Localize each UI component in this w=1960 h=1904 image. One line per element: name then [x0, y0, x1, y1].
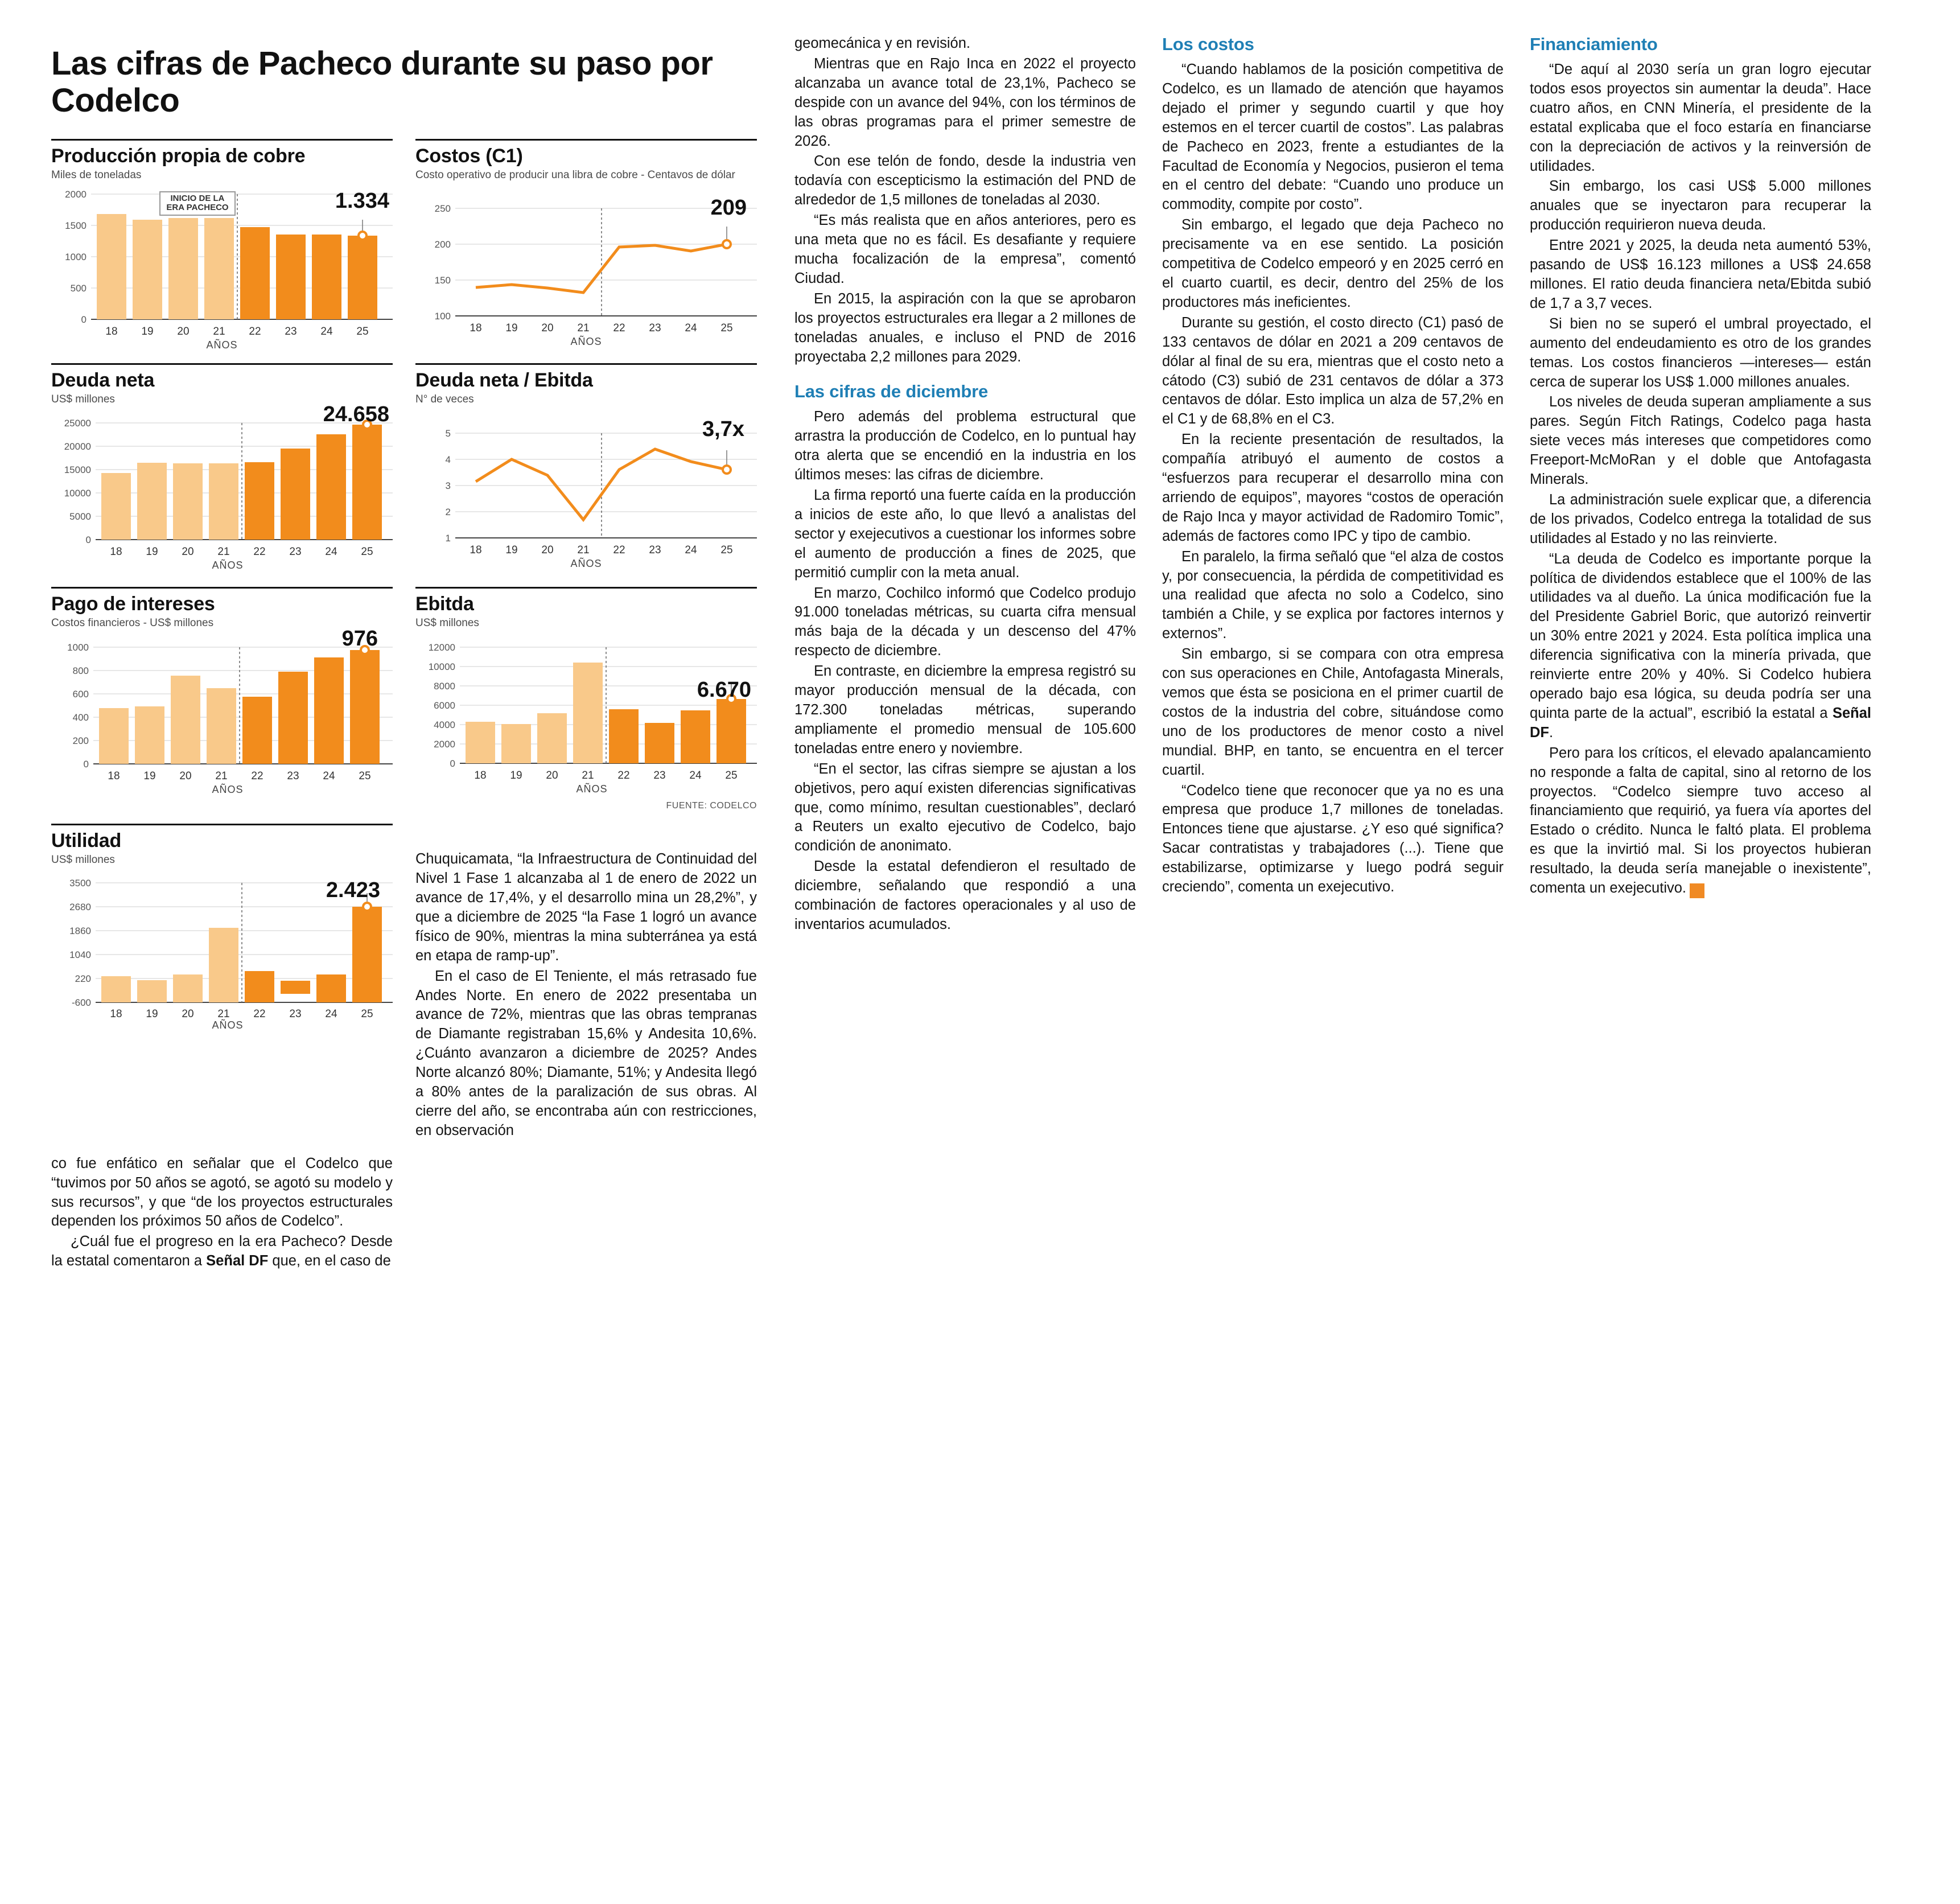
svg-text:24: 24 — [325, 546, 337, 558]
svg-text:220: 220 — [75, 973, 91, 984]
chart-produccion-era-tag: INICIO DE LA ERA PACHECO — [159, 191, 236, 216]
col5-p7-c: . — [1549, 724, 1554, 741]
svg-text:25: 25 — [720, 322, 733, 334]
chart-deuda-callout: 24.658 — [323, 402, 389, 427]
svg-text:19: 19 — [146, 546, 158, 558]
svg-text:23: 23 — [649, 544, 661, 557]
chart-ebitda-plot — [415, 634, 757, 799]
svg-text:8000: 8000 — [434, 681, 455, 692]
col5-paragraph-5: Los niveles de deuda superan ampliamente a sus pares. Según Fitch Ratings, Codelco paga hasta siete veces más intereses que competidores como Freeport-McMoRan y el doble que Antofagasta Minerals. — [1530, 394, 1871, 488]
chart-produccion — [51, 139, 393, 351]
lower-left-text — [51, 1154, 768, 1272]
svg-text:25: 25 — [725, 770, 738, 782]
lower-left-p2-a: ¿Cuál fue el progreso en la era Pacheco? Desde la estatal comentaron a — [51, 1233, 393, 1269]
lower-mid-paragraph-2: En el caso de El Teniente, el más retrasado fue Andes Norte. En enero de 2022 presentaba un avance de 72%, mientras que las obras tempranas de Diamante registraban 15,6% y Andesita 10,6%. ¿Cuánto avanzaron a diciembre de 2025? Andes Norte alcanzó 80%; Diamante, 51%; y Andesita llegó a 80% antes de la paralización de sus obras. Al cierre del año, se encontraba aún con restricciones, en observación — [415, 968, 757, 1138]
svg-text:AÑOS: AÑOS — [212, 784, 244, 796]
svg-text:10000: 10000 — [64, 488, 91, 499]
chart-deuda-subtitle: US$ millones — [51, 393, 115, 405]
chart-deuda-ebitda-plot — [415, 409, 757, 574]
chart-deuda-ebitda — [415, 363, 757, 575]
chart-source-note: FUENTE: CODELCO — [666, 801, 757, 811]
svg-text:23: 23 — [289, 1007, 302, 1020]
text-column-4 — [1162, 34, 1504, 898]
chart-utilidad-title: Utilidad — [51, 824, 393, 852]
chart-intereses — [51, 587, 393, 811]
svg-text:12000: 12000 — [428, 642, 455, 653]
svg-text:25: 25 — [361, 1007, 373, 1020]
svg-text:18: 18 — [110, 546, 122, 558]
svg-text:200: 200 — [72, 735, 89, 747]
svg-text:25: 25 — [361, 546, 373, 558]
svg-text:1000: 1000 — [67, 642, 89, 653]
svg-text:1: 1 — [445, 533, 451, 544]
svg-text:22: 22 — [253, 1007, 266, 1020]
svg-text:AÑOS: AÑOS — [576, 783, 608, 795]
svg-text:18: 18 — [105, 325, 118, 338]
svg-text:25: 25 — [359, 770, 371, 783]
col4-section-heading: Los costos — [1162, 34, 1254, 54]
svg-text:AÑOS: AÑOS — [570, 335, 602, 347]
svg-text:3: 3 — [445, 480, 451, 492]
svg-text:21: 21 — [577, 322, 590, 334]
svg-text:5000: 5000 — [69, 511, 91, 523]
svg-text:500: 500 — [70, 282, 87, 294]
svg-text:22: 22 — [249, 325, 261, 338]
svg-text:19: 19 — [141, 325, 154, 338]
chart-deuda-ebitda-subtitle: N° de veces — [415, 393, 474, 405]
svg-text:19: 19 — [143, 770, 156, 783]
svg-text:1000: 1000 — [65, 251, 87, 262]
svg-text:400: 400 — [72, 712, 89, 723]
chart-costos-plot — [415, 186, 757, 351]
chart-ebitda — [415, 587, 757, 811]
col3-paragraph-0: geomecánica y en revisión. — [794, 35, 971, 51]
chart-produccion-callout: 1.334 — [335, 188, 389, 213]
chart-deuda-ebitda-callout: 3,7x — [702, 417, 744, 442]
col4-paragraph-4: En la reciente presentación de resultados, la compañía atribuyó el aumento de costos a “esfuerzos para recuperar el desarrollo mina con arriendo de equipos”, mayores “costos de operación de Rajo Inca y mayor actividad de Radomiro Tomic”, además de factores como IPC y tipo de cambio. — [1162, 431, 1504, 544]
col5-paragraph-6: La administración suele explicar que, a diferencia de los privados, Codelco entrega la totalidad de sus utilidades al Estado y no las reinvierte. — [1530, 491, 1871, 546]
svg-text:1860: 1860 — [69, 925, 91, 936]
chart-row-1 — [51, 139, 768, 351]
chart-deuda-ebitda-title: Deuda neta / Ebitda — [415, 363, 757, 392]
svg-text:2680: 2680 — [69, 901, 91, 912]
infographic-column — [51, 34, 768, 1272]
svg-text:24: 24 — [323, 770, 335, 783]
text-column-3 — [794, 34, 1136, 936]
svg-text:2: 2 — [445, 507, 451, 518]
col5-paragraph-3: Entre 2021 y 2025, la deuda neta aumentó 53%, pasando de US$ 16.123 millones a US$ 24.658 millones. El ratio deuda financiera neta/Ebitda subió de 1,7 a 3,7 veces. — [1530, 237, 1871, 311]
svg-text:18: 18 — [108, 770, 120, 783]
lower-middle-text — [415, 824, 757, 1142]
lower-left-paragraph-1: co fue enfático en señalar que el Codelco que “tuvimos por 50 años se agotó, se agotó su modelo y sus recursos”, y que “de los proyectos estructurales dependen los próximos 50 años de Codelco”. — [51, 1155, 393, 1229]
svg-text:19: 19 — [505, 322, 518, 334]
svg-text:18: 18 — [470, 322, 482, 334]
svg-text:22: 22 — [617, 770, 630, 782]
chart-deuda-title: Deuda neta — [51, 363, 393, 392]
svg-text:22: 22 — [251, 770, 263, 783]
svg-text:200: 200 — [434, 238, 451, 250]
svg-text:24: 24 — [689, 770, 702, 782]
col4-paragraph-6: Sin embargo, si se compara con otra empresa con sus operaciones en Chile, Antofagasta Minerals, vemos que ésta se posiciona en el primer cuartil de costos de la industria del cobre, situándose como uno de los productores de menor costo a nivel mundial. BHP, en tanto, se encuentra en el tercer cuartil. — [1162, 646, 1504, 778]
svg-text:AÑOS: AÑOS — [206, 339, 238, 351]
chart-ebitda-callout: 6.670 — [697, 678, 751, 702]
svg-text:18: 18 — [474, 770, 487, 782]
svg-text:21: 21 — [217, 1007, 230, 1020]
svg-text:AÑOS: AÑOS — [212, 1019, 244, 1030]
svg-text:20: 20 — [182, 1007, 194, 1020]
svg-text:23: 23 — [649, 322, 661, 334]
col5-paragraph-4: Si bien no se superó el umbral proyectado, el aumento del endeudamiento es otro de los grandes temas. Los costos financieros —intereses— están cerca de superar los US$ 1.000 millones anuales. — [1530, 315, 1871, 390]
col3-paragraph-6: La firma reportó una fuerte caída en la producción a inicios de este año, lo que llevó a analistas del sector y exejecutivos a cuestionar los informes sobre el aumento de producción a fines de 2025, que permitió cumplir con la meta anual. — [794, 487, 1136, 581]
svg-text:1500: 1500 — [65, 220, 87, 231]
col3-paragraph-7: En marzo, Cochilco informó que Codelco produjo 91.000 toneladas métricas, su cuarta cifra mensual más baja de la década y un descenso del 47% respecto de diciembre. — [794, 585, 1136, 659]
svg-text:19: 19 — [510, 770, 522, 782]
svg-text:3500: 3500 — [69, 877, 91, 889]
svg-text:20: 20 — [179, 770, 192, 783]
svg-text:24: 24 — [325, 1007, 337, 1020]
svg-text:24: 24 — [320, 325, 333, 338]
svg-text:20: 20 — [541, 544, 554, 557]
col3-paragraph-1: Mientras que en Rajo Inca en 2022 el proyecto alcanzaba un avance total de 23,1%, Pacheco se despide con un avance del 94%, con los términos de las obras programas para el primer semestre de 2026. — [794, 55, 1136, 149]
lower-mid-paragraph-1: Chuquicamata, “la Infraestructura de Continuidad del Nivel 1 Fase 1 alcanzaba al 1 de enero de 2022 un avance de 17,4%, y el desarrollo mina un 28,2%”, y que a diciembre de 2025 “la Fase 1 logró un avance físico de 90%, mientras la mina subterránea ya está en etapa de ramp-up”. — [415, 851, 757, 964]
col5-paragraph-1: “De aquí al 2030 sería un gran logro ejecutar todos esos proyectos sin aumentar la deuda”. Hace cuatro años, en CNN Minería, el presidente de la estatal explicaba que el foco estaría en financiarse con la depreciación de activos y la reinversión de utilidades. — [1530, 61, 1871, 174]
svg-text:20: 20 — [182, 546, 194, 558]
svg-text:6000: 6000 — [434, 700, 455, 712]
svg-text:21: 21 — [217, 546, 230, 558]
chart-intereses-callout: 976 — [341, 627, 378, 651]
svg-text:AÑOS: AÑOS — [212, 560, 244, 571]
chart-intereses-subtitle: Costos financieros - US$ millones — [51, 617, 214, 630]
col3-paragraph-2: Con ese telón de fondo, desde la industria ven todavía con escepticismo la estimación del PND de alrededor de 1,5 millones de toneladas al 2030. — [794, 153, 1136, 208]
svg-text:21: 21 — [582, 770, 594, 782]
chart-produccion-subtitle: Miles de toneladas — [51, 168, 142, 181]
svg-text:15000: 15000 — [64, 464, 91, 476]
chart-costos — [415, 139, 757, 351]
chart-utilidad — [51, 824, 393, 1142]
text-column-5 — [1530, 34, 1871, 899]
svg-text:18: 18 — [110, 1007, 122, 1020]
svg-text:0: 0 — [81, 314, 87, 325]
chart-produccion-title: Producción propia de cobre — [51, 139, 393, 167]
svg-text:1040: 1040 — [69, 949, 91, 960]
col5-p7-a: “La deuda de Codelco es importante porque la política de dividendos establece que el 100% de las utilidades va al dueño. La única modificación fue la del Presidente Gabriel Boric, que autorizó reinvertir un 30% entre 2021 y 2024. Esta política implica una diferencia significativa con la minería privada, que reinvierte entre 20% y 40%. Si Codelco hubiera operado bajo esa lógica, su deuda podría ser una quinta parte de la actual”, escribió la estatal a — [1530, 550, 1871, 721]
svg-text:19: 19 — [505, 544, 518, 557]
signal-df-logo-icon: S — [1690, 883, 1704, 898]
svg-text:100: 100 — [434, 310, 451, 322]
svg-text:23: 23 — [287, 770, 299, 783]
svg-text:20: 20 — [177, 325, 190, 338]
col4-paragraph-2: Sin embargo, el legado que deja Pacheco no precisamente va en ese sentido. La posición competitiva de Codelco empeoró y en 2025 cerró en el cuarto cuartil, es decir, dentro del 25% de los productores más ineficientes. — [1162, 217, 1504, 310]
chart-utilidad-callout: 2.423 — [326, 878, 380, 902]
svg-text:4000: 4000 — [434, 719, 455, 731]
svg-text:20000: 20000 — [64, 441, 91, 453]
svg-text:19: 19 — [146, 1007, 158, 1020]
svg-text:18: 18 — [470, 544, 482, 557]
svg-text:25: 25 — [356, 325, 369, 338]
chart-row-4 — [51, 824, 768, 1142]
svg-text:150: 150 — [434, 274, 451, 286]
svg-text:23: 23 — [285, 325, 297, 338]
svg-text:22: 22 — [253, 546, 266, 558]
svg-text:23: 23 — [653, 770, 666, 782]
svg-text:20: 20 — [546, 770, 558, 782]
chart-deuda-plot — [51, 402, 393, 574]
svg-text:800: 800 — [72, 665, 89, 677]
col4-paragraph-3: Durante su gestión, el costo directo (C1) pasó de 133 centavos de dólar en 2021 a 209 centavos de dólar al final de su era, mientras que el costo neto a cátodo (C3) subió de 231 centavos de dólar a 373 centavos de dólar. Esto implica un alza de 57,2% en el C1 y de 68,8% en el C3. — [1162, 314, 1504, 427]
svg-text:600: 600 — [72, 689, 89, 700]
svg-text:10000: 10000 — [428, 661, 455, 673]
lower-left-col — [51, 1154, 393, 1272]
svg-text:-600: -600 — [71, 997, 91, 1008]
svg-text:24: 24 — [685, 544, 697, 557]
col4-paragraph-1: “Cuando hablamos de la posición competitiva de Codelco, es un llamado de atención que hayamos dejado el primer y segundo cuartil y que hoy estemos en el tercer cuartil de costos”. Las palabras de Pacheco en 2023, frente a estudiantes de la Facultad de Economía y Negocios, pusieron el tema en el centro del debate: “Cuando uno produce un commodity, compite por costo”. — [1162, 61, 1504, 213]
svg-text:5: 5 — [445, 428, 451, 439]
chart-ebitda-subtitle: US$ millones — [415, 617, 479, 630]
chart-costos-title: Costos (C1) — [415, 139, 757, 167]
svg-text:0: 0 — [450, 758, 455, 770]
svg-text:21: 21 — [577, 544, 590, 557]
col3-paragraph-8: En contraste, en diciembre la empresa registró su mayor producción mensual de la década, con 172.300 toneladas métricas, superando ampliamente el promedio mensual de 105.600 toneladas entre enero y noviembre. — [794, 663, 1136, 756]
chart-row-3 — [51, 587, 768, 811]
svg-text:25000: 25000 — [64, 418, 91, 429]
col3-paragraph-4: En 2015, la aspiración con la que se aprobaron los proyectos estructurales era llegar a 2 millones de toneladas anuales, e incluso el PND de 2016 proyectaba 2,2 millones para 2029. — [794, 290, 1136, 365]
svg-text:25: 25 — [720, 544, 733, 557]
svg-text:24: 24 — [685, 322, 697, 334]
svg-text:20: 20 — [541, 322, 554, 334]
svg-text:250: 250 — [434, 203, 451, 214]
svg-text:2000: 2000 — [65, 188, 87, 200]
svg-text:22: 22 — [613, 322, 625, 334]
svg-text:22: 22 — [613, 544, 625, 557]
chart-deuda-neta — [51, 363, 393, 575]
chart-costos-callout: 209 — [710, 195, 747, 220]
chart-produccion-plot — [51, 186, 393, 351]
col4-paragraph-7: “Codelco tiene que reconocer que ya no es una empresa que produce 1,7 millones de toneladas. Entonces tiene que ajustarse. ¿Y eso qué significa? Sacar contratistas y trabajadores (...). Tiene que estabilizarse, optimizarse y luego podrá seguir creciendo”, comenta un exejecutivo. — [1162, 782, 1504, 895]
col5-paragraph-8 — [1530, 744, 1871, 898]
lower-left-p2-c: que, en el caso de — [268, 1253, 391, 1269]
col5-senal-df: Señal DF — [1530, 705, 1871, 741]
col5-paragraph-7 — [1530, 550, 1871, 743]
lower-left-paragraph-2 — [51, 1232, 393, 1271]
chart-utilidad-plot — [51, 870, 393, 1030]
col3-paragraph-5: Pero además del problema estructural que arrastra la producción de Codelco, en lo puntual hay otra alerta que se encendió en la industria en los últimos meses: las cifras de diciembre. — [794, 409, 1136, 483]
chart-row-2 — [51, 363, 768, 575]
svg-text:21: 21 — [215, 770, 228, 783]
svg-text:4: 4 — [445, 454, 451, 466]
lower-left-senal-df: Señal DF — [206, 1253, 269, 1269]
svg-text:23: 23 — [289, 546, 302, 558]
col3-paragraph-10: Desde la estatal defendieron el resultado de diciembre, señalando que respondió a una combinación de factores operacionales y al uso de inventarios acumulados. — [794, 858, 1136, 932]
col4-paragraph-5: En paralelo, la firma señaló que “el alza de costos y, por consecuencia, la pérdida de competitividad es una realidad que afecta no solo a Codelco, sino también a Chile, y se explica por factores internos y externos”. — [1162, 548, 1504, 642]
svg-text:2000: 2000 — [434, 739, 455, 750]
chart-utilidad-subtitle: US$ millones — [51, 854, 115, 866]
page-columns — [51, 34, 1909, 1272]
svg-text:21: 21 — [213, 325, 225, 338]
svg-text:AÑOS: AÑOS — [570, 558, 602, 570]
col5-section-heading: Financiamiento — [1530, 34, 1658, 54]
chart-costos-subtitle: Costo operativo de producir una libra de cobre - Centavos de dólar — [415, 168, 735, 181]
svg-text:0: 0 — [85, 534, 91, 546]
col5-paragraph-2: Sin embargo, los casi US$ 5.000 millones anuales que se inyectaron para recuperar la producción requirieron nueva deuda. — [1530, 178, 1871, 233]
chart-intereses-plot — [51, 627, 393, 799]
lower-left-col-spacer — [418, 1154, 759, 1272]
svg-text:0: 0 — [83, 759, 89, 770]
chart-intereses-title: Pago de intereses — [51, 587, 393, 615]
col5-p8-text: Pero para los críticos, el elevado apalancamiento no responde a falta de capital, sino al retorno de los proyectos. “Codelco siempre tuvo acceso al financiamiento que requirió, ya fuera vía aportes del Estado o crédito. Nunca le faltó plata. El problema es que la invirtió mal. Si los proyectos hubieran resultado, la deuda sería manejable o inexistente”, comenta un exejecutivo. — [1530, 745, 1871, 897]
chart-ebitda-title: Ebitda — [415, 587, 757, 615]
col3-paragraph-3: “Es más realista que en años anteriores, pero es una meta que no es fácil. Es desafiante y requiere mucha focalización de la empresa”, comentó Ciudad. — [794, 212, 1136, 286]
col3-paragraph-9: “En el sector, las cifras siempre se ajustan a los objetivos, pero aquí existen diferencias significativas que, como mínimo, resultan cuestionables”, declaró a Reuters un exalto ejecutivo de Codelco, bajo condición de anonimato. — [794, 760, 1136, 854]
col3-section-heading: Las cifras de diciembre — [794, 381, 989, 402]
infographic-title: Las cifras de Pacheco durante su paso por Codelco — [51, 45, 713, 119]
